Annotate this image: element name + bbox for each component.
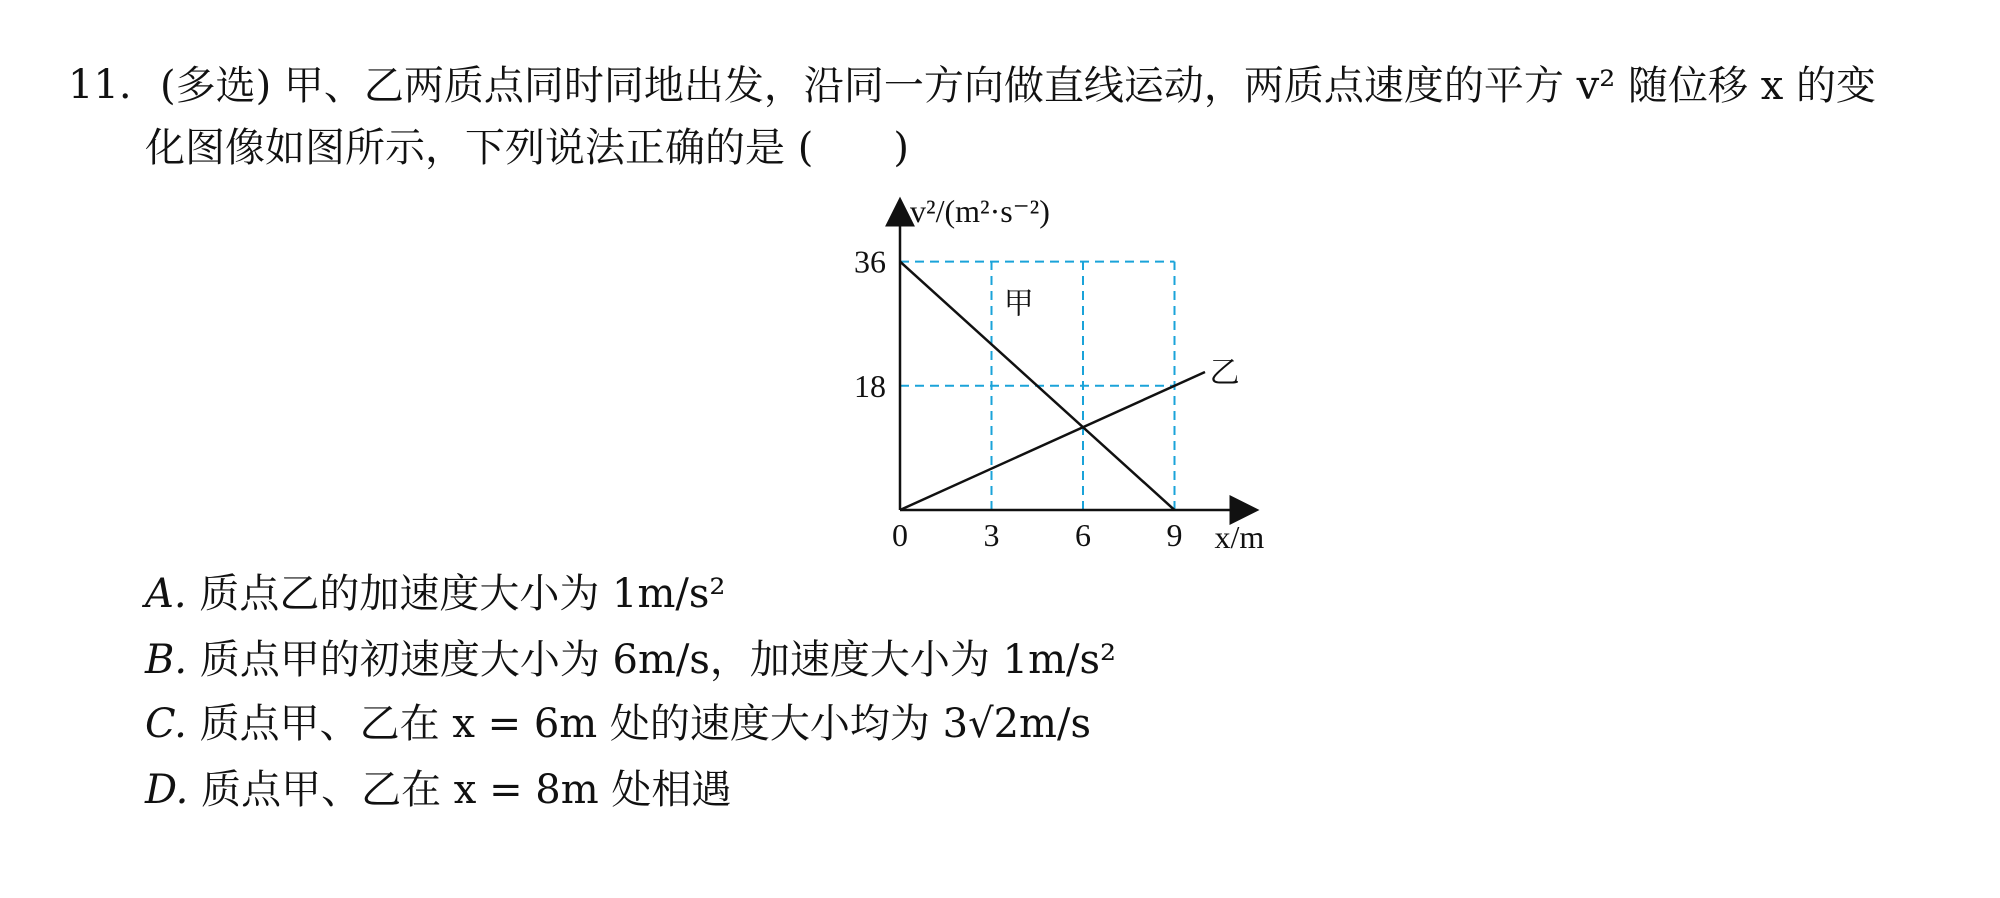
option-b[interactable] <box>145 636 1116 684</box>
option-b-text: 质点甲的初速度大小为 6m/s，加速度大小为 1m/s² <box>199 637 1117 683</box>
option-d[interactable] <box>145 766 731 814</box>
option-d-letter: D. <box>145 767 189 813</box>
series-label-jia: 甲 <box>1003 286 1034 322</box>
option-c[interactable] <box>145 700 1091 748</box>
option-c-text: 质点甲、乙在 x = 6m 处的速度大小均为 3√2m/s <box>199 701 1091 747</box>
question-text-line2-end: ) <box>893 125 909 171</box>
option-b-letter: B. <box>145 637 188 683</box>
option-a-text: 质点乙的加速度大小为 1m/s² <box>199 571 726 617</box>
x-axis-label: x/m <box>1214 519 1265 555</box>
option-d-text: 质点甲、乙在 x = 8m 处相遇 <box>201 767 732 813</box>
x-tick-label-6: 6 <box>1075 517 1091 553</box>
question-text-line2 <box>145 124 909 172</box>
question-text-line1: (多选) 甲、乙两质点同时同地出发，沿同一方向做直线运动，两质点速度的平方 v² 随位移 x 的变 <box>160 63 1876 109</box>
y-tick-label-36: 36 <box>854 243 886 280</box>
x-tick-label-9: 9 <box>1166 517 1183 553</box>
question-number: 11. <box>68 62 132 108</box>
x-tick-label-0: 0 <box>892 517 908 553</box>
option-a[interactable] <box>145 570 725 618</box>
series-label-yi: 乙 <box>1209 355 1240 391</box>
x-tick-label-3: 3 <box>983 517 1000 553</box>
y-axis-label: v²/(m²·s⁻²) <box>910 193 1050 229</box>
y-tick-label-18: 18 <box>854 367 886 404</box>
option-c-letter: C. <box>145 701 187 747</box>
series-line-yi <box>900 372 1205 510</box>
option-a-letter: A. <box>145 571 187 617</box>
velocity-squared-graph <box>840 190 1300 560</box>
question-text-line2-body: 化图像如图所示，下列说法正确的是 ( <box>145 125 814 171</box>
